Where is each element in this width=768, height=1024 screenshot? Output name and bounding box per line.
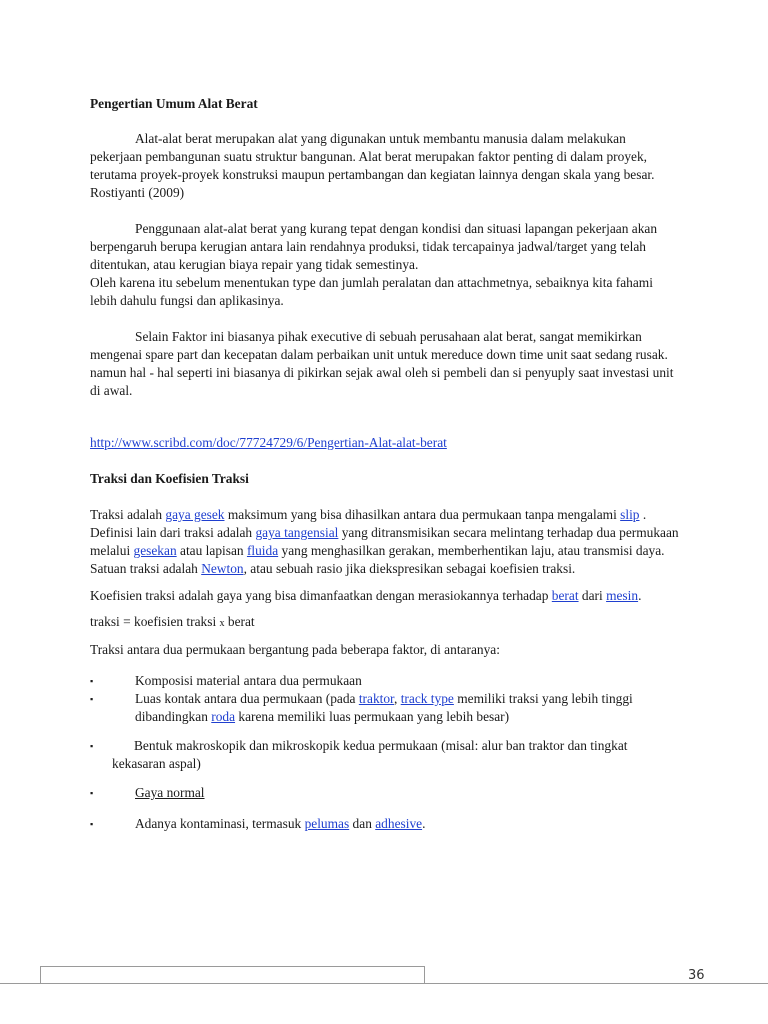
- link-gaya-tangensial[interactable]: gaya tangensial: [255, 525, 339, 540]
- factors-list: [90, 672, 680, 726]
- document-page: [90, 95, 680, 833]
- link-newton[interactable]: Newton: [201, 561, 244, 576]
- traksi-definition: Traksi adalah gaya gesek maksimum yang bisa dihasilkan antara dua permukaan tanpa mengalami slip . Definisi lain dari traksi adalah gaya tangensial yang ditransmisikan secara melintang terhadap dua permukaan melalui gesekan atau lapisan fluida yang menghasilkan gerakan, memberhentikan laju, atau transmisi daya. Satuan traksi adalah Newton, atau sebuah rasio jika diekspresikan sebagai koefisien traksi.: [90, 507, 679, 576]
- page-number: 36: [688, 968, 705, 983]
- list-item: ▪ Bentuk makroskopik dan mikroskopik kedua permukaan (misal: alur ban traktor dan tingkat kekasaran aspal): [90, 738, 628, 771]
- list-item: ▪ Luas kontak antara dua permukaan (pada traktor, track type memiliki traksi yang lebih tinggi dibandingkan roda karena memiliki luas permukaan yang lebih besar): [90, 691, 633, 724]
- link-adhesive[interactable]: adhesive: [375, 816, 423, 831]
- link-gesekan[interactable]: gesekan: [133, 543, 177, 558]
- section-heading-pengertian: Pengertian Umum Alat Berat: [90, 96, 258, 111]
- koefisien-definition: Koefisien traksi adalah gaya yang bisa dimanfaatkan dengan merasiokannya terhadap berat dari mesin.: [90, 588, 642, 603]
- factors-intro: Traksi antara dua permukaan bergantung pada beberapa faktor, di antaranya:: [90, 642, 500, 657]
- section-heading-traksi: Traksi dan Koefisien Traksi: [90, 471, 249, 486]
- link-berat[interactable]: berat: [551, 588, 579, 603]
- link-track-type[interactable]: track type: [400, 691, 454, 706]
- list-item: ▪ Komposisi material antara dua permukaan: [90, 673, 362, 688]
- bullet-icon: ▪: [90, 676, 94, 686]
- link-mesin[interactable]: mesin: [606, 588, 639, 603]
- link-traktor[interactable]: traktor: [358, 691, 394, 706]
- link-pelumas[interactable]: pelumas: [304, 816, 350, 831]
- link-fluida[interactable]: fluida: [246, 543, 279, 558]
- gaya-normal-text: Gaya normal: [135, 785, 205, 800]
- list-item: [90, 784, 680, 802]
- footer-divider: [0, 983, 768, 984]
- paragraph-3: Selain Faktor ini biasanya pihak executive di sebuah perusahaan alat berat, sangat memikirkan mengenai spare part dan kecepatan dalam perbaikan unit untuk mereduce down time unit saat sedang rusak. namun hal - hal seperti ini biasanya di pikirkan sejak awal oleh si pembeli dan si penyuply saat investasi unit di awal.: [90, 329, 674, 398]
- paragraph-2a: Penggunaan alat-alat berat yang kurang tepat dengan kondisi dan situasi lapangan pekerjaan akan berpengaruh berupa kerugian antara lain rendahnya produksi, tidak tercapainya jadwal/target yang telah ditentukan, atau kerugian biaya repair yang tidak semestinya.: [90, 221, 658, 272]
- paragraph-1: Alat-alat berat merupakan alat yang digunakan untuk membantu manusia dalam melakukan pekerjaan pembangunan suatu struktur bangunan. Alat berat merupakan faktor penting di dalam proyek, terutama proyek-proyek konstruksi maupun pertambangan dan kegiatan lainnya dengan skala yang besar. Rostiyanti (2009): [90, 131, 655, 200]
- traksi-formula: traksi = koefisien traksi x berat: [90, 614, 255, 629]
- bullet-icon: ▪: [90, 694, 94, 704]
- bullet-icon: ▪: [90, 741, 94, 751]
- source-link[interactable]: http://www.scribd.com/doc/77724729/6/Pengertian-Alat-alat-berat: [90, 435, 447, 450]
- link-roda[interactable]: roda: [211, 709, 236, 724]
- bullet-icon: ▪: [90, 819, 94, 829]
- bullet-icon: ▪: [90, 788, 94, 798]
- paragraph-2b: Oleh karena itu sebelum menentukan type dan jumlah peralatan dan attachmetnya, sebaiknya kita fahami lebih dahulu fungsi dan aplikasinya.: [90, 275, 653, 308]
- footer-box: [40, 966, 425, 983]
- link-gaya-gesek[interactable]: gaya gesek: [165, 507, 225, 522]
- list-item: ▪ Adanya kontaminasi, termasuk pelumas dan adhesive.: [90, 816, 426, 831]
- link-slip[interactable]: slip: [620, 507, 640, 522]
